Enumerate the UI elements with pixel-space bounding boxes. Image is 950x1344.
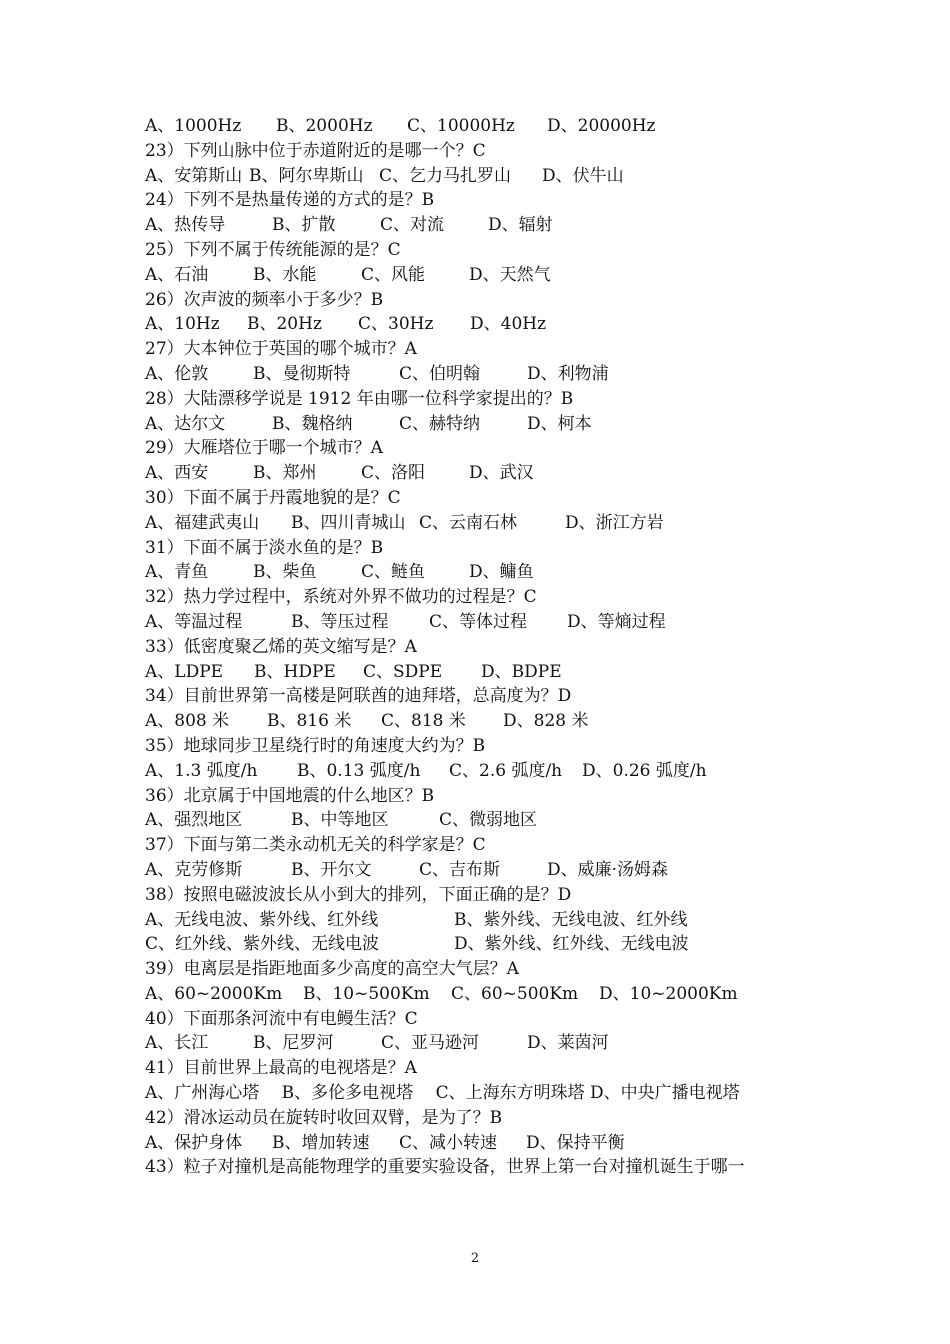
option-a: A、1000Hz [145,116,242,136]
option-d: D、20000Hz [547,116,656,136]
options-24 [145,213,815,238]
option-a: A、安第斯山 [145,165,243,186]
option-a: A、达尔文 [145,413,226,434]
option-d: D、柯本 [527,413,592,434]
option-c: C、818 米 [381,711,466,732]
options-22 [145,114,815,139]
option-a: A、1.3 弧度/h [145,760,258,781]
option-a: A、808 米 [145,711,230,732]
option-c: C、30Hz [358,314,434,335]
option-a: A、青鱼 [145,562,209,583]
option-b: B、0.13 弧度/h [297,760,421,781]
option-b: B、开尔文 [291,859,372,880]
option-b: B、中等地区 [291,810,389,831]
question-43: 43）粒子对撞机是高能物理学的重要实验设备，世界上第一台对撞机诞生于哪一 [145,1157,745,1178]
option-c: C、红外线、紫外线、无线电波 [145,934,380,955]
options-41: A、广州海心塔 B、多伦多电视塔 C、上海东方明珠塔 D、中央广播电视塔 [145,1083,740,1104]
option-c: C、亚马逊河 [381,1033,480,1054]
option-a: A、强烈地区 [145,810,243,831]
option-b: B、扩散 [272,215,336,236]
option-a: A、长江 [145,1033,209,1054]
option-c: C、乞力马扎罗山 [379,165,512,186]
options-23 [145,164,815,189]
question-33: 33）低密度聚乙烯的英文缩写是？A [145,636,417,657]
option-a: A、等温过程 [145,611,243,632]
option-d: D、紫外线、红外线、无线电波 [454,934,689,955]
option-b: B、等压过程 [291,611,389,632]
option-c: C、对流 [380,215,445,236]
question-32: 32）热力学过程中，系统对外界不做功的过程是？C [145,587,537,608]
page-number: 2 [470,1251,480,1266]
options-27 [145,362,815,387]
options-30 [145,511,815,536]
question-29: 29）大雁塔位于哪一个城市？A [145,438,383,459]
option-d: D、威廉·汤姆森 [547,859,669,880]
options-40 [145,1031,815,1056]
option-c: C、SDPE [363,661,443,682]
option-c: C、伯明翰 [399,363,481,384]
question-38: 38）按照电磁波波长从小到大的排列，下面正确的是？D [145,884,572,905]
question-24: 24）下列不是热量传递的方式的是？B [145,190,435,211]
question-36: 36）北京属于中国地震的什么地区？B [145,785,435,806]
question-23: 23）下列山脉中位于赤道附近的是哪一个？C [145,140,486,161]
option-a: A、热传导 [145,215,226,236]
option-b: B、816 米 [267,711,352,732]
question-31: 31）下面不属于淡水鱼的是？B [145,537,384,558]
option-a: A、福建武夷山 [145,512,260,533]
option-d: D、天然气 [469,264,551,285]
option-b: B、郑州 [253,463,317,484]
option-d: D、保持平衡 [526,1132,625,1153]
option-b: B、紫外线、无线电波、红外线 [454,909,688,930]
options-42 [145,1131,815,1156]
option-a: A、西安 [145,463,209,484]
options-37 [145,858,815,883]
option-c: C、风能 [361,264,426,285]
option-c: C、减小转速 [399,1132,498,1153]
question-30: 30）下面不属于丹霞地貌的是？C [145,487,401,508]
question-27: 27）大本钟位于英国的哪个城市？A [145,339,417,360]
options-25 [145,263,815,288]
option-c: C、2.6 弧度/h [449,760,563,781]
option-d: D、鳙鱼 [469,562,534,583]
option-d: D、浙江方岩 [565,512,664,533]
option-a: A、无线电波、紫外线、红外线 [145,909,379,930]
options-32 [145,610,815,635]
option-d: D、莱茵河 [527,1033,609,1054]
option-d: D、武汉 [469,463,534,484]
question-39: 39）电离层是指距地面多少高度的高空大气层？A [145,959,519,980]
options-34 [145,709,815,734]
option-b: B、魏格纳 [272,413,353,434]
option-b: B、水能 [253,264,317,285]
option-c: C、60~500Km [451,983,579,1004]
option-c: C、吉布斯 [419,859,501,880]
option-b: B、阿尔卑斯山 [249,165,364,186]
question-28: 28）大陆漂移学说是 1912 年由哪一位科学家提出的？B [145,388,574,409]
option-d: D、等熵过程 [567,611,666,632]
option-b: B、10~500Km [303,983,430,1004]
option-b: B、增加转速 [272,1132,370,1153]
option-a: A、伦敦 [145,363,209,384]
options-36 [145,808,815,833]
option-d: D、辐射 [488,215,553,236]
option-a: A、保护身体 [145,1132,243,1153]
options-38-row2 [145,932,815,957]
option-a: A、60~2000Km [145,983,283,1004]
option-b: B、柴鱼 [253,562,317,583]
options-33 [145,660,815,685]
option-a: A、克劳修斯 [145,859,243,880]
options-38-row1 [145,908,815,933]
option-b: B、20Hz [247,314,322,335]
option-d: D、0.26 弧度/h [582,760,707,781]
question-list [145,114,815,1180]
option-a: A、10Hz [145,314,220,335]
question-35: 35）地球同步卫星绕行时的角速度大约为？B [145,735,486,756]
option-c: C、10000Hz [407,116,515,136]
options-31 [145,560,815,585]
question-34: 34）目前世界第一高楼是阿联酋的迪拜塔，总高度为？D [145,686,572,707]
option-b: B、四川青城山 [291,512,406,533]
option-c: C、赫特纳 [399,413,481,434]
option-c: C、云南石林 [419,512,518,533]
question-41: 41）目前世界上最高的电视塔是？A [145,1058,417,1079]
option-d: D、伏牛山 [542,165,624,186]
option-d: D、利物浦 [527,363,609,384]
option-c: C、等体过程 [429,611,528,632]
question-25: 25）下列不属于传统能源的是？C [145,239,401,260]
option-c: C、微弱地区 [439,810,538,831]
question-40: 40）下面那条河流中有电鳗生活？C [145,1008,418,1029]
option-d: D、10~2000Km [599,983,738,1004]
options-35 [145,759,815,784]
option-c: C、鲢鱼 [361,562,426,583]
option-b: B、尼罗河 [253,1033,334,1054]
options-26 [145,312,815,337]
question-26: 26）次声波的频率小于多少？B [145,289,384,310]
question-42: 42）滑冰运动员在旋转时收回双臂，是为了？B [145,1107,503,1128]
option-a: A、LDPE [145,661,224,682]
question-37: 37）下面与第二类永动机无关的科学家是？C [145,835,486,856]
option-c: C、洛阳 [361,463,426,484]
option-b: B、曼彻斯特 [253,363,351,384]
option-b: B、HDPE [254,661,336,682]
option-d: D、828 米 [503,711,589,732]
option-a: A、石油 [145,264,209,285]
option-b: B、2000Hz [276,116,373,136]
options-29 [145,461,815,486]
options-28 [145,412,815,437]
options-39 [145,982,815,1007]
option-d: D、40Hz [470,314,547,335]
option-d: D、BDPE [481,661,562,682]
